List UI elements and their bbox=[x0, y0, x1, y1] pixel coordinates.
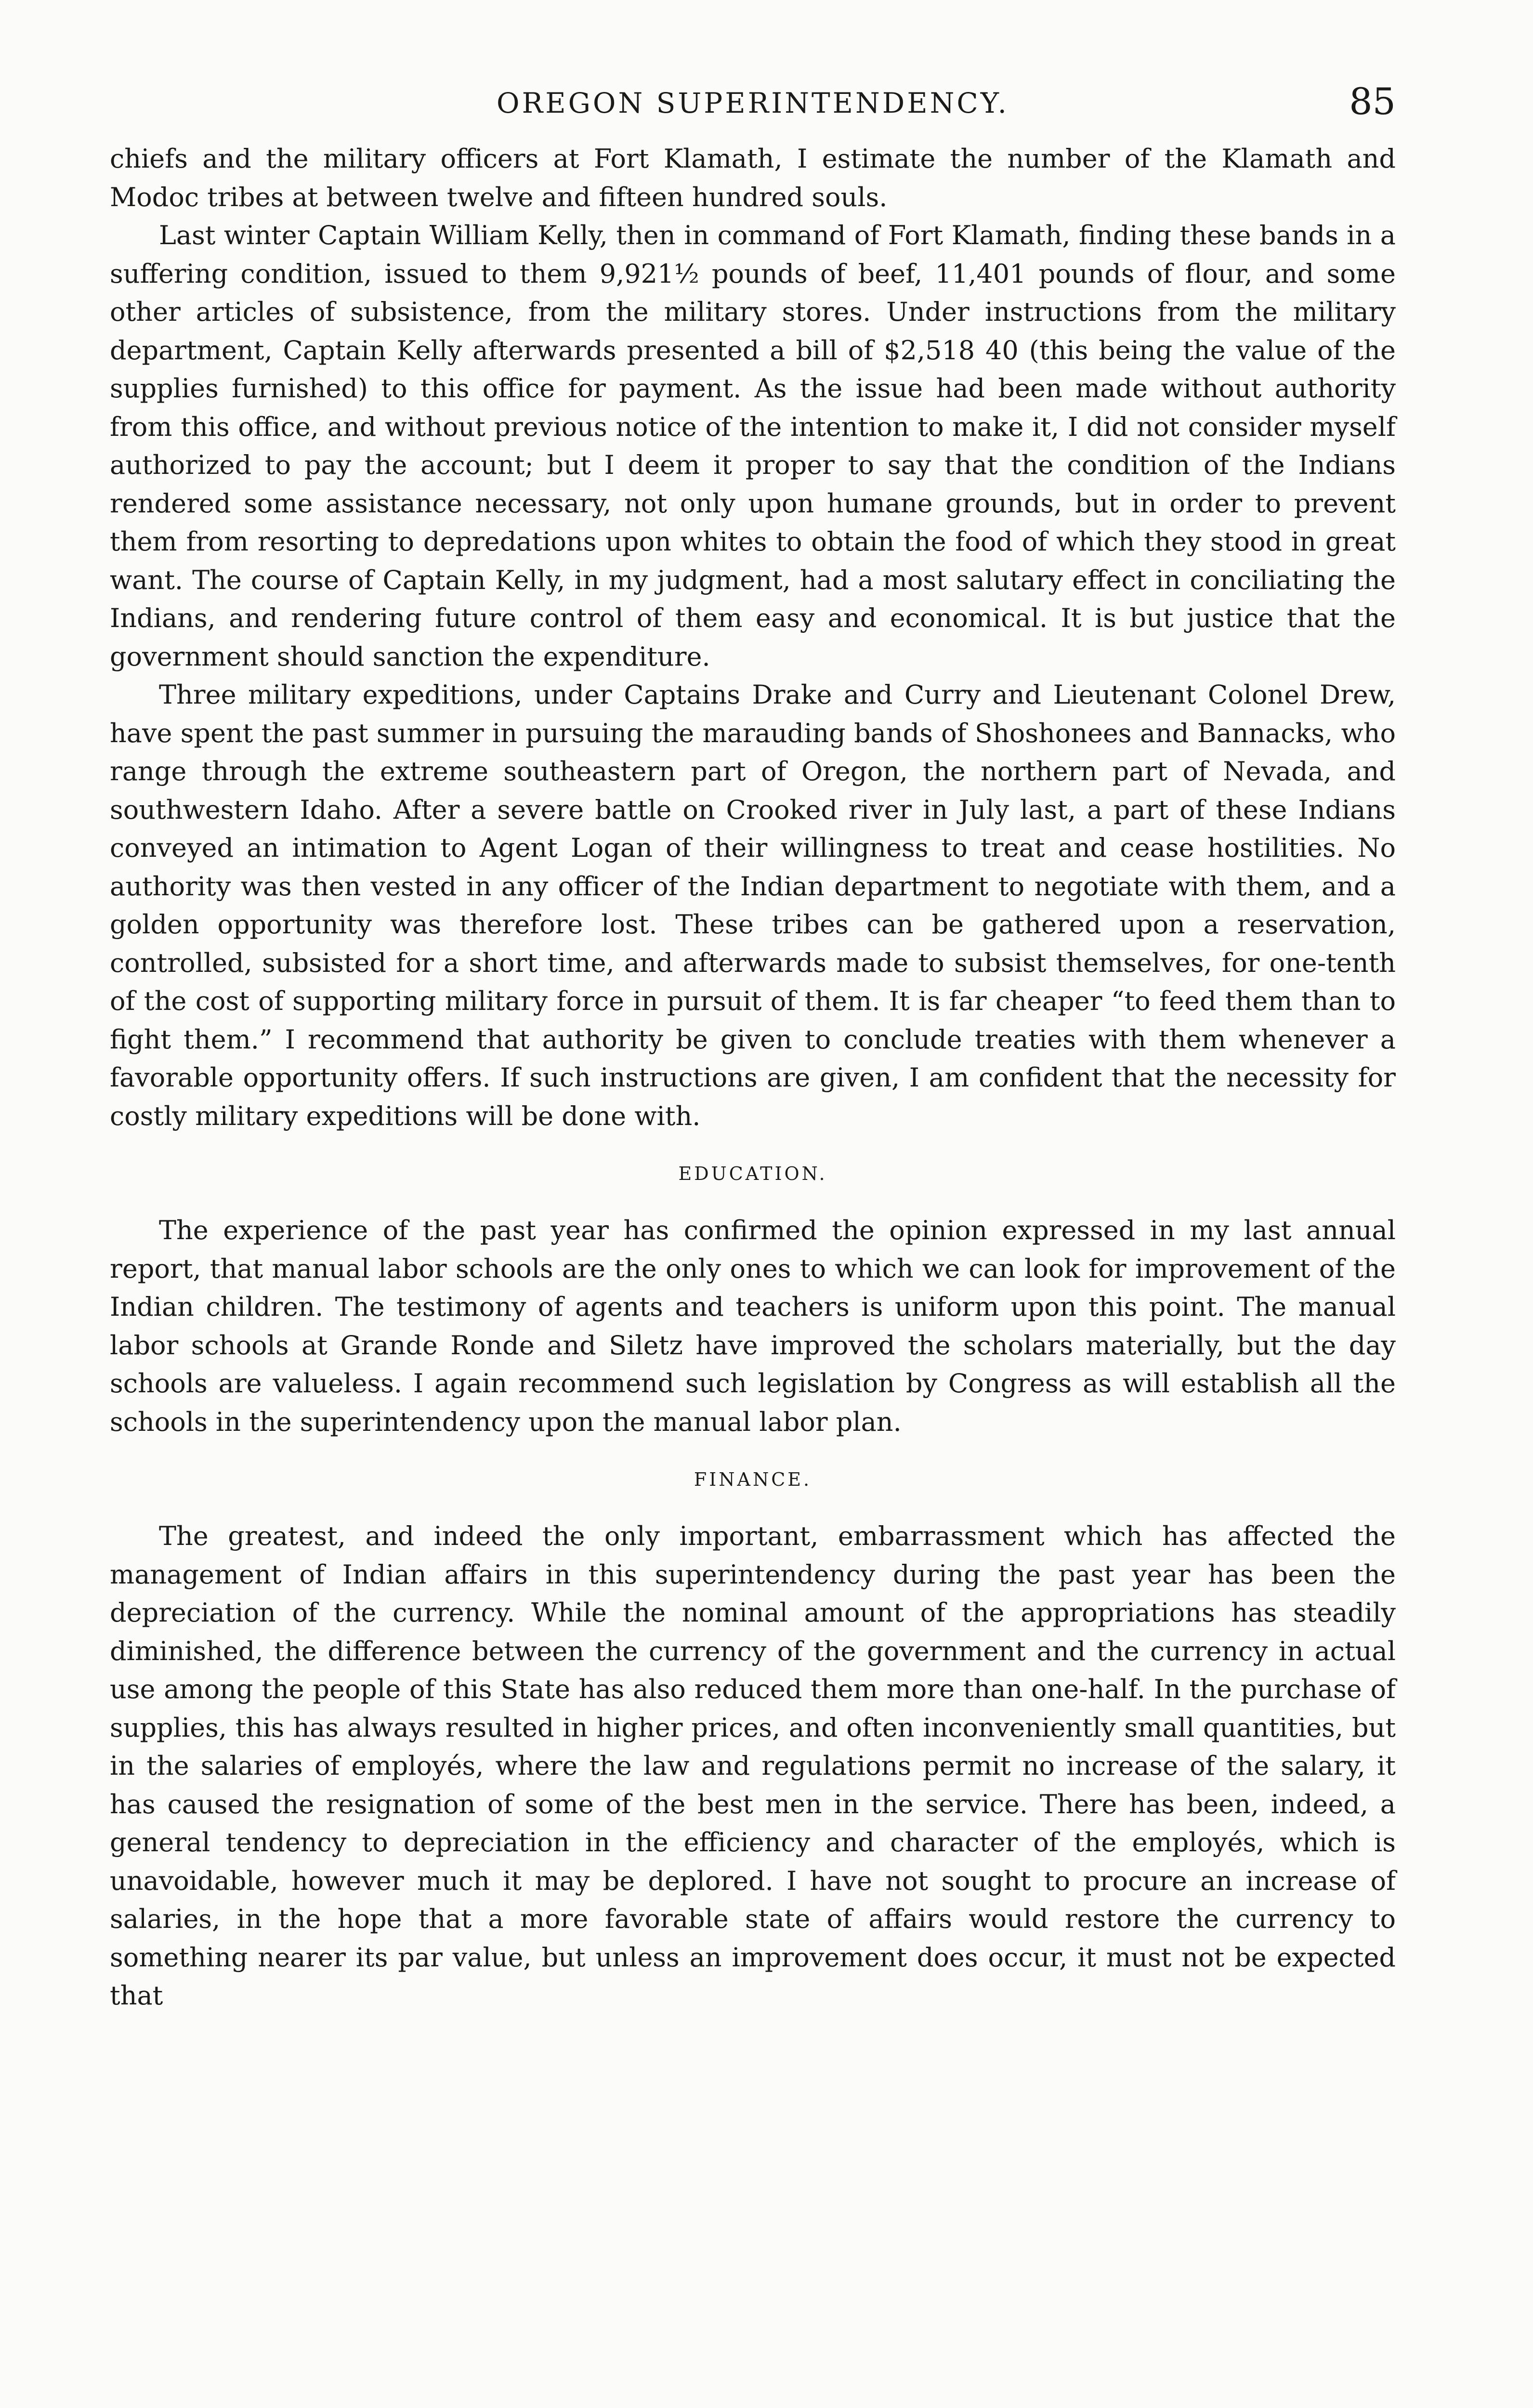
paragraph-continued: chiefs and the military officers at Fort Klamath, I estimate the number of the Klamath and Modoc tribes at between twelve and fifteen hundred souls. bbox=[110, 144, 1396, 212]
page-number: 85 bbox=[1349, 80, 1396, 123]
page-content bbox=[110, 72, 1396, 2015]
paragraph-education: The experience of the past year has confirmed the opinion expressed in my last annual report, that manual labor schools are the only ones to which we can look for improvement of the Indian children. The testimony of agents and teachers is uniform upon this point. The manual labor schools at Grande Ronde and Siletz have improved the scholars materially, but the day schools are valueless. I again recommend such legislation by Congress as will establish all the schools in the superintendency upon the manual labor plan. bbox=[110, 1215, 1396, 1437]
section-heading-education: EDUCATION. bbox=[678, 1163, 827, 1184]
section-heading-finance: FINANCE. bbox=[694, 1469, 812, 1490]
paragraph-kelly: Last winter Captain William Kelly, then in command of Fort Klamath, finding these bands in a suffering condition, issued to them 9,921½ pounds of beef, 11,401 pounds of flour, and some other articles of subsistence, from the military stores. Under instructions from the military department, Captain Kelly afterwards presented a bill of $2,518 40 (this being the value of the supplies furnished) to this office for payment. As the issue had been made without authority from this office, and without previous notice of the intention to make it, I did not consider myself authorized to pay the account; but I deem it proper to say that the condition of the Indians rendered some assistance necessary, not only upon humane grounds, but in order to prevent them from resorting to depredations upon whites to obtain the food of which they stood in great want. The course of Captain Kelly, in my judgment, had a most salutary effect in conciliating the Indians, and rendering future control of them easy and economical. It is but justice that the government should sanction the expenditure. bbox=[110, 220, 1396, 672]
paragraph-military-expeditions: Three military expeditions, under Captains Drake and Curry and Lieutenant Colonel Drew, have spent the past summer in pursuing the marauding bands of Shoshonees and Bannacks, who range through the extreme southeastern part of Oregon, the northern part of Nevada, and southwestern Idaho. After a severe battle on Crooked river in July last, a part of these Indians conveyed an intimation to Agent Logan of their willingness to treat and cease hostilities. No authority was then vested in any officer of the Indian department to negotiate with them, and a golden opportunity was therefore lost. These tribes can be gathered upon a reservation, controlled, subsisted for a short time, and afterwards made to subsist themselves, for one-tenth of the cost of supporting military force in pursuit of them. It is far cheaper “to feed them than to fight them.” I recommend that authority be given to conclude treaties with them whenever a favorable opportunity offers. If such instructions are given, I am confident that the necessity for costly military expeditions will be done with. bbox=[110, 680, 1396, 1131]
page-header bbox=[110, 72, 1396, 140]
running-title: OREGON SUPERINTENDENCY. bbox=[497, 87, 1009, 119]
paragraph-finance: The greatest, and indeed the only important, embarrassment which has affected the management of Indian affairs in this superintendency during the past year has been the depreciation of the currency. While the nominal amount of the appropriations has steadily diminished, the difference between the currency of the government and the currency in actual use among the people of this State has also reduced them more than one-half. In the purchase of supplies, this has always resulted in higher prices, and often inconveniently small quantities, but in the salaries of employés, where the law and regulations permit no increase of the salary, it has caused the resignation of some of the best men in the service. There has been, indeed, a general tendency to depreciation in the efficiency and character of the employés, which is unavoidable, however much it may be deplored. I have not sought to procure an increase of salaries, in the hope that a more favorable state of affairs would restore the currency to something nearer its par value, but unless an improvement does occur, it must not be expected that bbox=[110, 1521, 1396, 2011]
